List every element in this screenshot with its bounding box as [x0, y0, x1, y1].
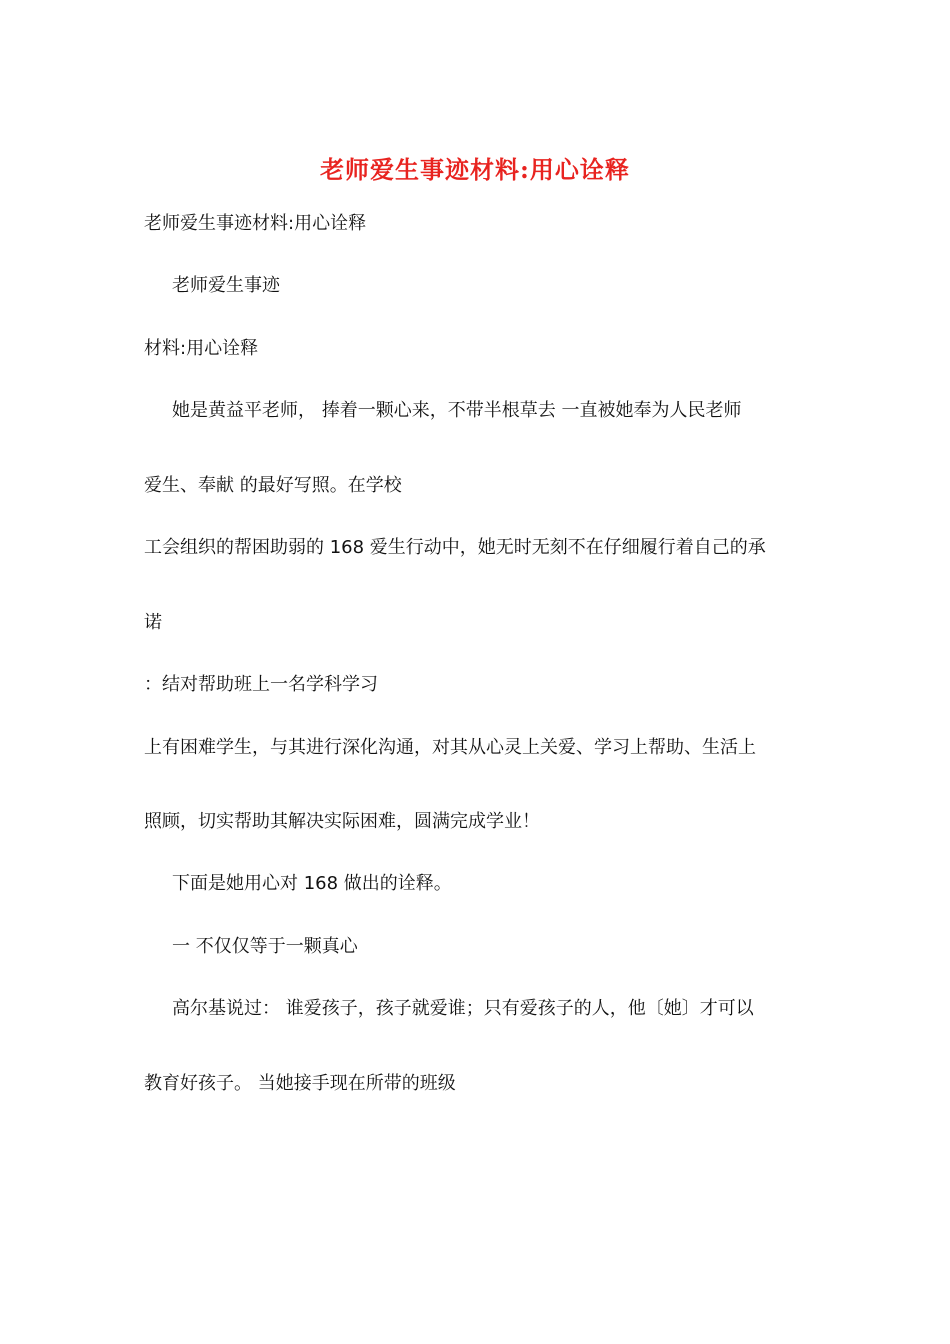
paragraph-line-help: 上有困难学生，与其进行深化沟通，对其从心灵上关爱、学习上帮助、生活上 — [144, 737, 756, 758]
paragraph-line-gorky-cont: 教育好孩子。 当她接手现在所带的班级 — [144, 1073, 456, 1094]
paragraph-line-union: 工会组织的帮困助弱的 168 爱生行动中，她无时无刻不在仔细履行着自己的承 — [144, 537, 766, 558]
paragraph-line-help-cont: 照顾，切实帮助其解决实际困难，圆满完成学业！ — [144, 811, 540, 832]
paragraph-line-gorky: 高尔基说过： 谁爱孩子，孩子就爱谁；只有爱孩子的人，他〔她〕才可以 — [172, 998, 754, 1019]
paragraph-line-intro: 她是黄益平老师， 捧着一颗心来，不带半根草去 一直被她奉为人民老师 — [172, 400, 742, 421]
paragraph-line-explanation: 下面是她用心对 168 做出的诠释。 — [172, 873, 452, 894]
paragraph-line-subheading: 老师爱生事迹 — [172, 275, 280, 296]
paragraph-line-heading: 老师爱生事迹材料:用心诠释 — [144, 213, 367, 234]
paragraph-line-pairing: ：结对帮助班上一名学科学习 — [144, 674, 378, 695]
paragraph-line-promise: 诺 — [144, 612, 162, 633]
section-heading-one: 一 不仅仅等于一颗真心 — [172, 936, 358, 957]
paragraph-line-intro-cont: 爱生、奉献 的最好写照。在学校 — [144, 475, 402, 496]
paragraph-line-subheading-cont: 材料:用心诠释 — [144, 338, 259, 359]
document-title: 老师爱生事迹材料:用心诠释 — [320, 155, 630, 184]
